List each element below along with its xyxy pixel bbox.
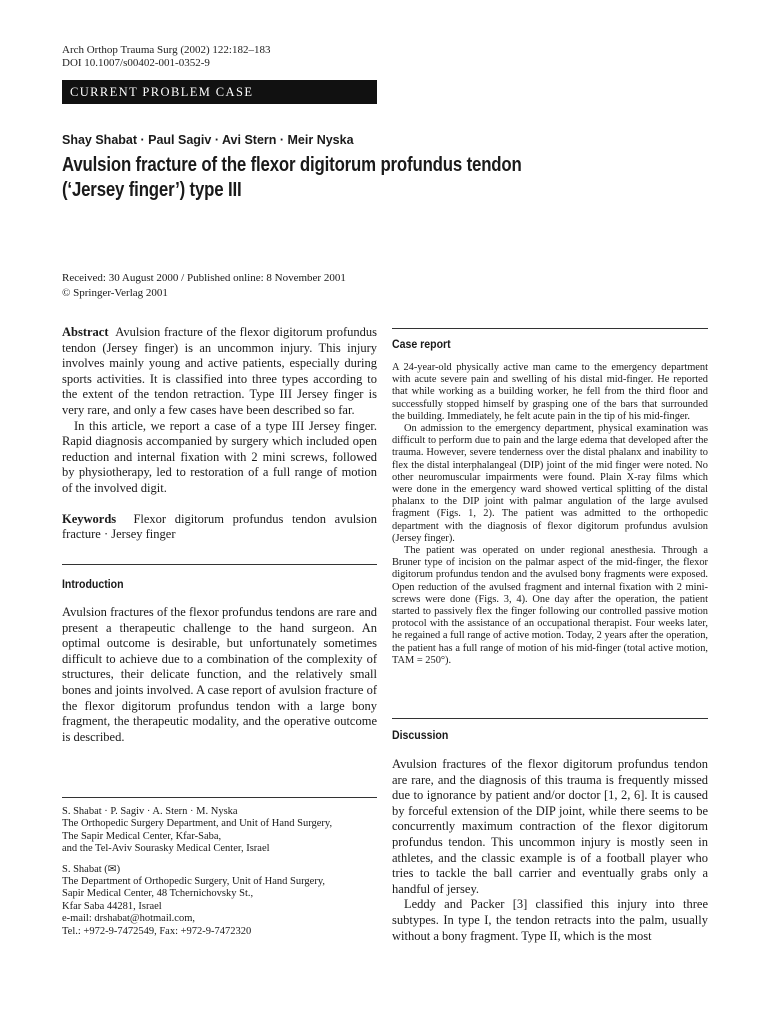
affiliations [62,806,377,938]
introduction-section [62,605,377,745]
keywords-label: Keywords [62,511,117,526]
aff-line: The Orthopedic Surgery Department, and Unit of Hand Surgery, [62,818,333,830]
case-report-heading: Case report [392,337,451,351]
footnote-divider [62,797,377,798]
publication-dates [62,271,346,301]
abstract-text: Avulsion fracture of the flexor digitorum profundus tendon (Jersey finger) is an uncommon injury. This injury involves mainly young and active patients, especially during sports activities. It is classified into three types according to the extent of the tendon retraction. Type III Jersey finger is very rare, and only a few cases have been described so far. [62,325,377,417]
copyright-line: © Springer-Verlag 2001 [62,287,168,299]
case-report-paragraph: On admission to the emergency department, physical examination was difficult to perform due to pain and the large edema that developed after the trauma. However, severe tenderness over the distal phalanx and inability to flex the distal interphalangeal (DIP) joint of the mid finger were noted. No other neuromuscular impairments were found. Plain X-ray films which were done in the emergency ward showed vertical splitting of the distal phalanx to the DIP joint with palmar angulation of the large avulsed fragment (Figs. 1, 2). The patient was admitted to the orthopedic department with the diagnosis of flexor digitorum profundus avulsion (Jersey finger). [392,423,708,544]
discussion-paragraph: Avulsion fractures of the flexor digitorum profundus tendon are rare, and the diagnosis of this trauma is frequently missed due to ignorance by patient and/or doctor [1, 2, 6]. It is caused by forceful extension of the DIP joint, while there seems to be concurrently maximum contraction of the flexor digitorum profundus tendon. This uncommon injury is mostly seen in athletes, and the classic example is of a football player who tries to tackle the ball carrier and eventually grabs only a handful of jersey. [392,757,708,896]
corr-line: Kfar Saba 44281, Israel [62,900,162,912]
aff-line: and the Tel-Aviv Sourasky Medical Center, Israel [62,843,270,855]
section-divider [62,564,377,565]
keywords-text: Flexor digitorum profundus tendon avulsion fracture · Jersey finger [62,511,378,542]
keywords-paragraph [62,512,377,543]
journal-line: Arch Orthop Trauma Surg (2002) 122:182–183 [62,44,271,56]
email-line: e-mail: drshabat@hotmail.com, [62,913,196,925]
article-type-banner: CURRENT PROBLEM CASE [62,80,377,104]
author-list: Shay Shabat · Paul Sagiv · Avi Stern · Meir Nyska [62,133,354,147]
phone-line: Tel.: +972-9-7472549, Fax: +972-9-7472320 [62,925,252,937]
section-divider [392,718,708,719]
corresponding-author: S. Shabat (✉) [62,863,121,875]
abstract-section [62,325,377,543]
discussion-section [392,757,708,944]
doi-line: DOI 10.1007/s00402-001-0352-9 [62,57,210,69]
case-report-paragraph: A 24-year-old physically active man came to the emergency department with acute severe pain and swelling of his distal mid-finger. He reported that while working as a building worker, he fell from the third floor and successfully stopped himself by grasping one of the bars that surrounded the building. Immediately, he felt acute pain in the tip of his mid-finger. [392,362,708,422]
corr-line: The Department of Orthopedic Surgery, Unit of Hand Surgery, [62,876,326,888]
aff-authors: S. Shabat · P. Sagiv · A. Stern · M. Nyska [62,806,238,817]
aff-line: The Sapir Medical Center, Kfar-Saba, [62,830,222,842]
discussion-paragraph: Leddy and Packer [3] classified this injury into three subtypes. In type I, the tendon retracts into the palm, usually without a bony fragment. Type II, which is the most [392,897,708,943]
introduction-text: Avulsion fractures of the flexor profundus tendons are rare and present a therapeutic challenge to the hand surgeon. An optimal outcome is desirable, but unfortunately sometimes difficult to achieve due to a combination of the complexity of structures, their delicate function, and the relatively small bones and joints involved. A case report of avulsion fracture of the flexor digitorum profundus tendon with a large bony fragment, the therapeutic modality, and the operative outcome is described. [62,605,377,744]
article-title: Avulsion fracture of the flexor digitorum profundus tendon (‘Jersey finger’) type III [62,153,522,201]
case-report-section [392,362,708,667]
corr-line: Sapir Medical Center, 48 Tchernichovsky St., [62,888,254,900]
abstract-label: Abstract [62,325,109,339]
abstract-paragraph-2: In this article, we report a case of a type III Jersey finger. Rapid diagnosis accompanied by surgery which included open reduction and internal fixation with 2 mini screws, followed by physiotherapy, led to restoration of a full range of motion of the involved digit. [62,418,377,495]
section-divider [392,328,708,329]
introduction-heading: Introduction [62,577,124,591]
case-report-paragraph: The patient was operated on under regional anesthesia. Through a Bruner type of incision on the palmar aspect of the mid-finger, the flexor digitorum profundus tendon and the avulsed bony fragments were exposed. Open reduction of the avulsed fragment and internal fixation with 2 mini-screws were done (Figs. 3, 4). One day after the operation, the patient started to passively flex the finger following our controlled passive motion protocol with the assistance of an occupational therapist. Four weeks later, he regained a full range of active motion. Today, 2 years after the operation, the patient has a full range of motion of his mid-finger (total active motion, TAM = 250°). [392,545,708,666]
journal-citation [62,44,270,70]
received-line: Received: 30 August 2000 / Published online: 8 November 2001 [62,272,346,284]
discussion-heading: Discussion [392,728,449,742]
abstract-paragraph [62,325,377,419]
